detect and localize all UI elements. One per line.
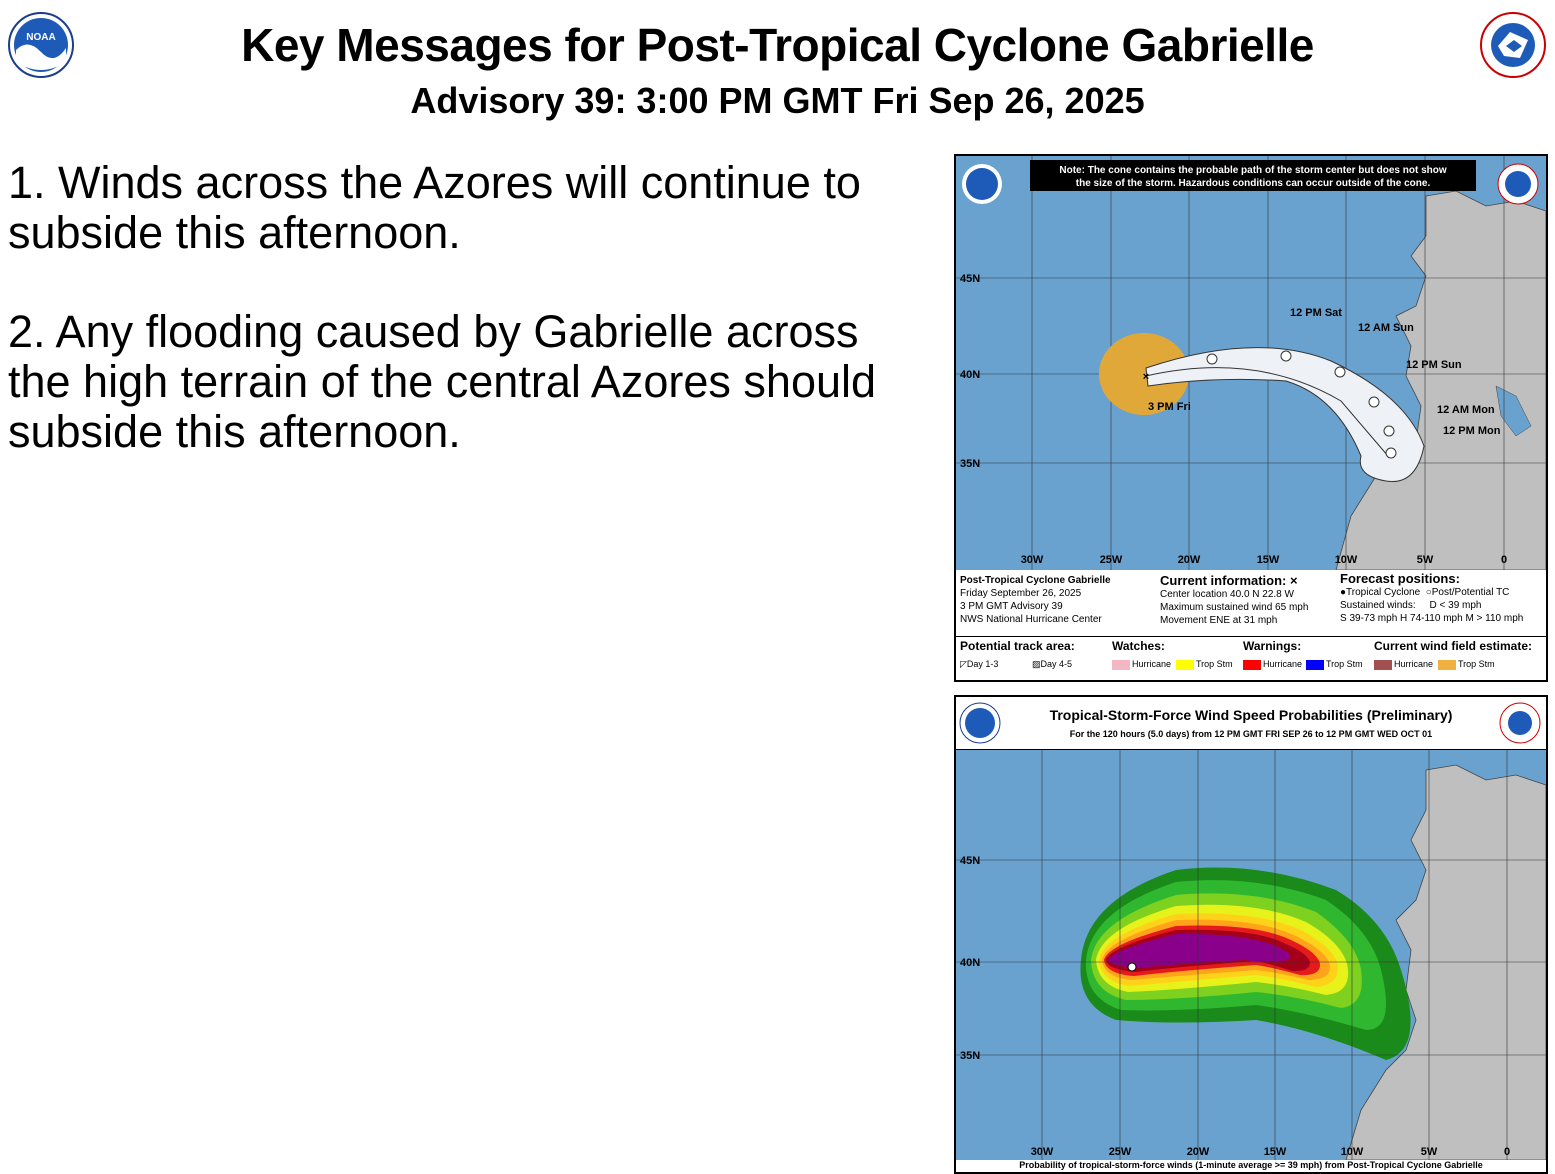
svg-text:12 AM Mon: 12 AM Mon (1437, 404, 1495, 416)
svg-text:30W: 30W (1020, 554, 1044, 566)
legend-wind-hurricane: Hurricane (1374, 658, 1433, 671)
watch-hurricane-swatch (1112, 660, 1130, 670)
svg-text:5W: 5W (1416, 554, 1434, 566)
prob-footer: Probability of tropical-storm-force winds (1-minute average >= 39 mph) from Post-Tropical Cyclone Gabrielle (956, 1160, 1546, 1170)
advisory-subtitle: Advisory 39: 3:00 PM GMT Fri Sep 26, 2025 (410, 80, 1145, 121)
legend-warn-trop: Trop Stm (1306, 658, 1363, 671)
svg-text:40N: 40N (960, 957, 981, 969)
forecast-scale: S 39-73 mph H 74-110 mph M > 110 mph (1340, 613, 1524, 624)
current-heading: Current information: × (1160, 573, 1298, 588)
current-movement: Movement ENE at 31 mph (1160, 615, 1278, 626)
page-title: Key Messages for Post-Tropical Cyclone Gabrielle (241, 19, 1314, 71)
legend (960, 640, 1544, 674)
cone-map (956, 156, 1546, 570)
warn-trop-swatch (1306, 660, 1324, 670)
storm-info (960, 574, 1150, 626)
prob-subtitle: For the 120 hours (5.0 days) from 12 PM GMT FRI SEP 26 to 12 PM GMT WED OCT 01 (1069, 729, 1433, 739)
svg-text:40N: 40N (960, 369, 981, 381)
key-message-2: 2. Any flooding caused by Gabrielle across the high terrain of the central Azores should subside this afternoon. (8, 306, 877, 457)
svg-text:Note: The cone contains the pr: Note: The cone contains the probable path of the storm center but does not show (1059, 165, 1447, 176)
svg-text:20W: 20W (1177, 554, 1201, 566)
svg-text:10W: 10W (1334, 554, 1358, 566)
probability-map-header (956, 697, 1546, 750)
svg-text:35N: 35N (960, 458, 981, 470)
watch-trop-swatch (1176, 660, 1194, 670)
current-info (1160, 574, 1340, 627)
key-message-1: 1. Winds across the Azores will continue to subside this afternoon. (8, 157, 861, 258)
cone-hatched-icon: ▨ (1032, 659, 1041, 669)
svg-text:×: × (1142, 371, 1150, 383)
storm-center: NWS National Hurricane Center (960, 614, 1102, 625)
svg-text:15W: 15W (1256, 554, 1280, 566)
svg-text:20W: 20W (1186, 1146, 1210, 1158)
svg-text:35N: 35N (960, 1050, 981, 1062)
svg-text:NOAA: NOAA (26, 32, 56, 43)
forecast-sustained: Sustained winds: (1340, 600, 1416, 611)
legend-watch-trop: Trop Stm (1176, 658, 1233, 671)
svg-text:12 PM Sun: 12 PM Sun (1406, 359, 1462, 371)
open-dot-icon: ○ (1425, 587, 1432, 598)
svg-text:0: 0 (1500, 554, 1508, 566)
filled-dot-icon: ● (1340, 587, 1347, 598)
cone-map-panel (954, 154, 1548, 682)
storm-name: Post-Tropical Cyclone Gabrielle (960, 575, 1111, 586)
svg-text:12 AM Sun: 12 AM Sun (1358, 322, 1414, 334)
probability-map-panel (954, 695, 1548, 1174)
current-location: Center location 40.0 N 22.8 W (1160, 589, 1294, 600)
forecast-d: D < 39 mph (1429, 600, 1482, 611)
legend-warn-hurricane: Hurricane (1243, 658, 1302, 671)
svg-text:0: 0 (1503, 1146, 1511, 1158)
svg-text:25W: 25W (1108, 1146, 1132, 1158)
legend-watch-hurricane: Hurricane (1112, 658, 1171, 671)
svg-text:45N: 45N (960, 855, 981, 867)
svg-text:the size of the storm. Hazardo: the size of the storm. Hazardous conditions can occur outside of the cone. (1075, 178, 1431, 189)
storm-advisory: 3 PM GMT Advisory 39 (960, 601, 1063, 612)
svg-text:15W: 15W (1263, 1146, 1287, 1158)
warn-hurricane-swatch (1243, 660, 1261, 670)
forecast-info (1340, 572, 1544, 625)
legend-wind-heading: Current wind field estimate: (1374, 639, 1533, 653)
wind-trop-swatch (1438, 660, 1456, 670)
storm-center-dot (1128, 963, 1136, 971)
current-wind: Maximum sustained wind 65 mph (1160, 602, 1309, 613)
legend-wind-trop: Trop Stm (1438, 658, 1495, 671)
cone-outline-icon: ◸ (960, 659, 967, 669)
svg-text:12 PM Sat: 12 PM Sat (1290, 307, 1342, 319)
legend-warnings-heading: Warnings: (1243, 639, 1302, 653)
svg-text:3 PM Fri: 3 PM Fri (1148, 401, 1191, 413)
svg-text:45N: 45N (960, 273, 981, 285)
svg-text:10W: 10W (1340, 1146, 1364, 1158)
forecast-post: Post/Potential TC (1431, 587, 1510, 598)
prob-title: Tropical-Storm-Force Wind Speed Probabilities (Preliminary) (1049, 707, 1453, 723)
legend-watches-heading: Watches: (1112, 639, 1165, 653)
svg-text:5W: 5W (1420, 1146, 1438, 1158)
svg-text:25W: 25W (1099, 554, 1123, 566)
legend-day45: ▨Day 4-5 (1032, 659, 1073, 669)
legend-track-heading: Potential track area: (960, 639, 1075, 653)
prob-logos (956, 697, 1546, 749)
forecast-heading: Forecast positions: (1340, 571, 1460, 586)
storm-date: Friday September 26, 2025 (960, 588, 1082, 599)
legend-divider (956, 636, 1546, 637)
svg-text:30W: 30W (1030, 1146, 1054, 1158)
legend-day13: ◸Day 1-3 (960, 659, 999, 669)
svg-text:12 PM Mon: 12 PM Mon (1443, 425, 1501, 437)
probability-map (956, 750, 1546, 1160)
forecast-tc: Tropical Cyclone (1346, 587, 1421, 598)
wind-hurricane-swatch (1374, 660, 1392, 670)
